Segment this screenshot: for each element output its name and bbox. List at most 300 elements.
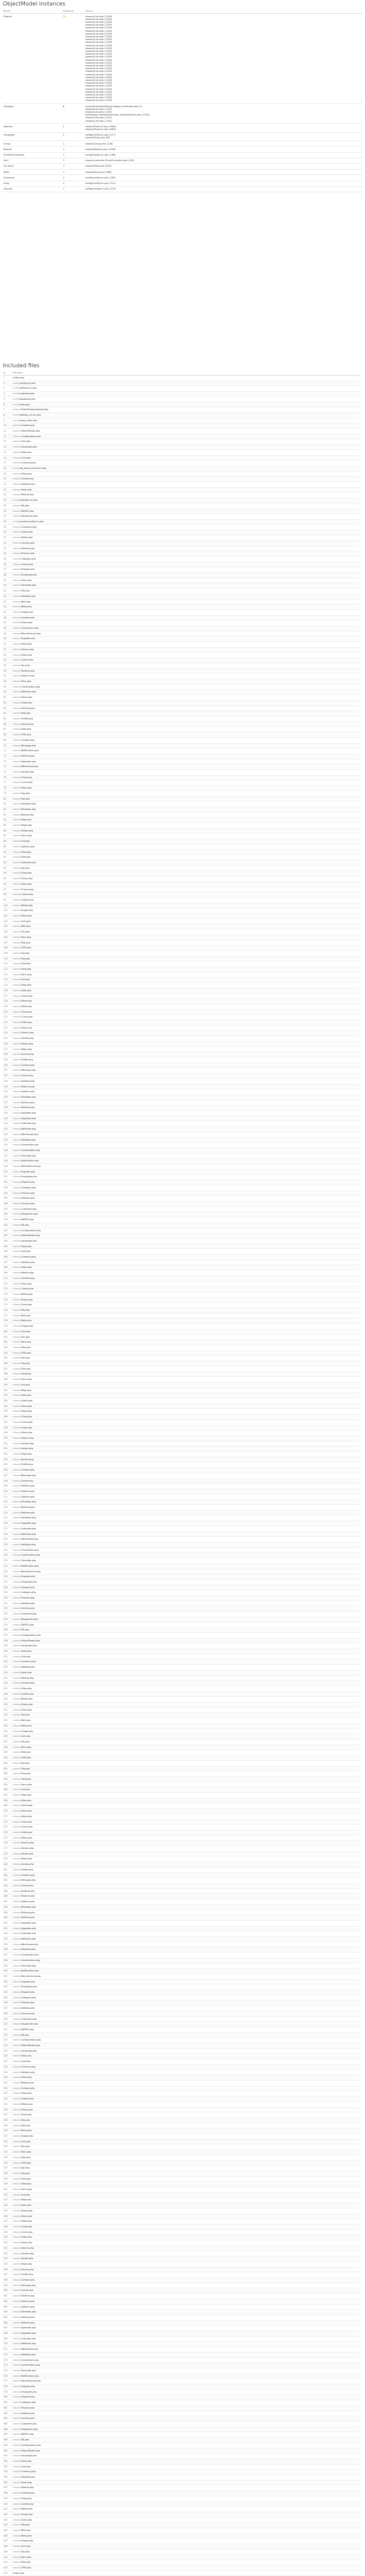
file-number: 96: [3, 881, 12, 887]
file-path: [12, 2288, 359, 2294]
file-name: Context.php: [21, 1682, 35, 1685]
file-row: [3, 2299, 359, 2304]
file-row: [3, 2432, 359, 2438]
object-sources: [84, 14, 362, 104]
file-name: TaxRule.php: [21, 1484, 35, 1488]
file-row: [3, 1942, 359, 1947]
file-dir: classes/: [12, 2108, 21, 2111]
file-row: [3, 503, 359, 508]
file-path: [12, 876, 359, 882]
file-number: 359: [3, 2283, 12, 2288]
file-number: 107: [3, 940, 12, 946]
file-path: [12, 1899, 359, 1905]
file-number: 78: [3, 786, 12, 791]
file-number: 43: [3, 599, 12, 605]
objectmodel-row: [3, 147, 362, 152]
file-name: Tree.php: [21, 962, 31, 966]
file-path: [12, 999, 359, 1004]
file-name: Form.php: [21, 1783, 32, 1786]
file-number: 23: [3, 493, 12, 498]
file-number: 327: [3, 2113, 12, 2118]
file-row: [3, 1750, 359, 1756]
file-name: Currency.php: [21, 2470, 36, 2474]
file-row: [3, 668, 359, 674]
file-number: 278: [3, 1851, 12, 1857]
file-path: [12, 1345, 359, 1350]
file-number: 169: [3, 1271, 12, 1276]
file-name: Tax.php: [21, 663, 30, 667]
file-name: Validator.php: [21, 594, 36, 598]
file-dir: classes/: [12, 552, 21, 555]
file-name: Stock.php: [21, 2241, 32, 2245]
file-dir: classes/: [12, 786, 21, 790]
file-dir: classes/: [12, 2411, 21, 2415]
file-row: [3, 1345, 359, 1350]
file-row: [3, 407, 359, 413]
file-name: config.inc.php: [19, 381, 36, 385]
file-path: [12, 849, 359, 855]
file-number: 329: [3, 2123, 12, 2128]
file-path: [12, 2251, 359, 2256]
file-number: 62: [3, 700, 12, 706]
file-name: Guest.php: [21, 1399, 33, 1402]
file-dir: classes/: [12, 2097, 21, 2101]
file-dir: classes/: [12, 1404, 21, 1408]
file-dir: classes/: [12, 2380, 21, 2383]
file-name: Module.php: [21, 493, 35, 497]
file-dir: classes/: [12, 1522, 21, 1525]
file-row: [3, 1196, 359, 1202]
file-name: Configuration.php: [21, 1633, 41, 1637]
file-dir: classes/: [12, 994, 21, 997]
file-row: [3, 1553, 359, 1558]
file-row: [3, 652, 359, 658]
file-row: [3, 2235, 359, 2241]
file-number: 282: [3, 1873, 12, 1878]
file-name: Group.php: [21, 1298, 33, 1301]
source-entry: classes/Link.php (1263): [85, 26, 113, 30]
file-dir: classes/: [12, 2007, 21, 2010]
file-number: 204: [3, 1457, 12, 1462]
file-dir: classes/: [12, 909, 21, 912]
file-dir: classes/: [12, 477, 21, 481]
file-name: Db.php: [21, 1628, 30, 1632]
file-path: [12, 2491, 359, 2496]
file-dir: classes/: [12, 1601, 21, 1605]
file-row: [3, 594, 359, 599]
file-dir: classes/: [12, 2118, 21, 2122]
file-name: Language.php: [21, 1239, 37, 1242]
file-row: [3, 780, 359, 786]
file-dir: classes/: [12, 456, 21, 459]
file-path: [12, 1473, 359, 1478]
file-path: [12, 1318, 359, 1324]
file-dir: classes/: [12, 2481, 21, 2484]
file-path: [12, 1979, 359, 1985]
file-name: Combination.php: [21, 2364, 40, 2367]
file-row: [3, 1772, 359, 1777]
file-path: [12, 1111, 359, 1116]
col-number-header: #: [3, 371, 12, 376]
file-dir: classes/: [12, 1431, 21, 1435]
file-dir: config/: [12, 392, 20, 396]
file-path: [12, 1419, 359, 1425]
source-entry: classes/Link.php (1263): [85, 17, 113, 21]
file-path: [12, 2229, 359, 2235]
file-name: Attribute.php: [21, 1532, 36, 1536]
file-path: [12, 919, 359, 924]
file-row: [3, 1814, 359, 1819]
object-sources: [84, 104, 362, 124]
file-row: [3, 1787, 359, 1793]
file-number: 191: [3, 1388, 12, 1393]
file-row: [3, 615, 359, 620]
file-path: [12, 2117, 359, 2123]
file-path: [12, 844, 359, 849]
file-path: [12, 609, 359, 615]
file-name: Tab.php: [21, 589, 30, 593]
file-number: 121: [3, 1015, 12, 1020]
file-number: 151: [3, 1175, 12, 1180]
file-row: [3, 1457, 359, 1462]
file-number: 271: [3, 1814, 12, 1819]
file-dir: classes/: [12, 914, 21, 918]
file-name: Store.php: [21, 643, 32, 646]
file-path: [12, 706, 359, 711]
file-name: Attribute.php: [21, 1938, 36, 1941]
file-dir: classes/: [12, 2395, 21, 2399]
file-path: [12, 1074, 359, 1079]
file-row: [3, 2294, 359, 2299]
file-path: [12, 2043, 359, 2049]
file-number: 166: [3, 1255, 12, 1260]
file-path: [12, 2267, 359, 2272]
file-dir: classes/: [12, 749, 21, 753]
file-row: [3, 2075, 359, 2081]
file-name: Pager.php: [21, 2262, 32, 2265]
file-name: autoload.php: [19, 392, 35, 396]
file-name: CMS.php: [21, 946, 31, 950]
file-path: [12, 1127, 359, 1132]
file-number: 33: [3, 546, 12, 551]
file-path: [12, 1985, 359, 1990]
file-dir: classes/: [12, 525, 21, 528]
file-name: Meta.php: [21, 2129, 32, 2133]
file-dir: classes/: [12, 935, 21, 939]
file-number: 390: [3, 2448, 12, 2454]
file-row: [3, 2208, 359, 2214]
file-number: 55: [3, 663, 12, 668]
file-name: Pager.php: [21, 824, 32, 827]
file-path: [12, 1255, 359, 1260]
file-row: [3, 1632, 359, 1638]
file-row: [3, 2475, 359, 2481]
file-dir: classes/: [12, 781, 21, 784]
file-path: [12, 1542, 359, 1547]
file-number: 2: [3, 380, 12, 386]
file-name: Country.php: [21, 2417, 35, 2420]
file-row: [3, 1963, 359, 1969]
file-number: 53: [3, 652, 12, 658]
file-path: [12, 1920, 359, 1926]
file-number: 409: [3, 2549, 12, 2555]
file-name: Supplier.php: [21, 1980, 35, 1983]
file-path: [12, 1196, 359, 1202]
file-path: [12, 908, 359, 914]
file-path: [12, 2570, 359, 2576]
file-number: 214: [3, 1510, 12, 1516]
file-dir: classes/: [12, 882, 21, 885]
file-number: 203: [3, 1452, 12, 1457]
file-path: [12, 1478, 359, 1484]
file-dir: classes/: [12, 2326, 21, 2330]
file-number: 288: [3, 1904, 12, 1910]
file-path: [12, 690, 359, 695]
file-name: Cookie.php: [21, 477, 34, 481]
file-number: 168: [3, 1265, 12, 1271]
file-name: Cookie.php: [21, 898, 34, 901]
file-row: [3, 466, 359, 471]
file-path: [12, 1372, 359, 1377]
file-row: [3, 1686, 359, 1691]
file-number: 269: [3, 1803, 12, 1809]
file-row: [3, 1638, 359, 1644]
file-path: [12, 2027, 359, 2032]
file-number: 213: [3, 1505, 12, 1511]
file-number: 321: [3, 2081, 12, 2086]
file-dir: classes/: [12, 1223, 21, 1226]
file-dir: classes/: [12, 850, 21, 854]
file-path: [12, 1995, 359, 2000]
file-path: [12, 1143, 359, 1148]
file-number: 287: [3, 1899, 12, 1905]
file-row: [3, 2027, 359, 2032]
file-path: [12, 2032, 359, 2038]
file-name: Referrer.php: [21, 2321, 35, 2324]
file-number: 330: [3, 2128, 12, 2134]
file-path: [12, 2256, 359, 2262]
file-dir: classes/: [12, 1623, 21, 1626]
file-name: Media.php: [21, 1292, 33, 1296]
file-dir: classes/: [12, 1666, 21, 1669]
file-dir: classes/: [12, 2427, 21, 2431]
file-path: [12, 865, 359, 871]
file-path: [12, 2299, 359, 2304]
file-number: 12: [3, 434, 12, 439]
file-name: Hook.php: [21, 2481, 32, 2484]
file-name: Cache.php: [21, 562, 33, 566]
file-path: [12, 2107, 359, 2113]
file-number: 189: [3, 1377, 12, 1383]
file-path: [12, 1835, 359, 1841]
file-number: 45: [3, 609, 12, 615]
file-dir: classes/: [12, 1825, 21, 1829]
file-row: [3, 2448, 359, 2454]
file-dir: classes/: [12, 1484, 21, 1488]
file-row: [3, 2570, 359, 2576]
file-dir: classes/: [12, 2454, 21, 2458]
file-path: [12, 2070, 359, 2075]
file-dir: classes/: [12, 1037, 21, 1040]
file-name: Gender.php: [21, 2252, 35, 2255]
file-path: [12, 887, 359, 892]
file-row: [3, 977, 359, 983]
file-name: Options.php: [21, 1495, 35, 1498]
file-row: [3, 2320, 359, 2326]
file-dir: classes/: [12, 589, 21, 593]
file-row: [3, 599, 359, 605]
file-number: 402: [3, 2512, 12, 2517]
file-path: [12, 2395, 359, 2400]
file-dir: classes/: [12, 2310, 21, 2314]
file-path: [12, 1574, 359, 1580]
file-path: [12, 1159, 359, 1164]
file-number: 372: [3, 2352, 12, 2357]
file-name: Page.php: [21, 2198, 32, 2202]
file-path: [12, 679, 359, 685]
file-path: [12, 2075, 359, 2081]
file-row: [3, 2086, 359, 2091]
file-row: [3, 903, 359, 908]
object-name: Lang: [3, 181, 62, 186]
file-path: [12, 727, 359, 733]
file-dir: classes/: [12, 1229, 21, 1232]
file-dir: classes/: [12, 771, 21, 774]
file-row: [3, 1867, 359, 1873]
file-number: 83: [3, 812, 12, 818]
file-path: [12, 1873, 359, 1878]
file-path: [12, 626, 359, 632]
file-dir: classes/: [12, 2102, 21, 2106]
file-name: Attribute.php: [21, 690, 36, 694]
file-dir: classes/: [12, 1585, 21, 1589]
file-dir: classes/: [12, 2054, 21, 2058]
file-dir: classes/: [12, 898, 21, 901]
file-name: Shop.php: [21, 1686, 32, 1690]
file-path: [12, 1632, 359, 1638]
file-dir: classes/: [12, 765, 21, 769]
col-instances-header: Instances: [62, 10, 84, 14]
file-path: [12, 1596, 359, 1601]
file-path: [12, 2198, 359, 2203]
file-dir: classes/: [12, 1469, 21, 1472]
file-name: Translate.php: [21, 1559, 37, 1563]
file-name: Zone.php: [21, 1708, 32, 1711]
file-name: Curve.php: [21, 1420, 33, 1424]
file-dir: classes/: [12, 2390, 21, 2393]
file-row: [3, 455, 359, 461]
file-name: List.php: [21, 1383, 30, 1386]
object-count: 2: [62, 124, 84, 132]
file-path: [12, 1825, 359, 1830]
file-row: [3, 450, 359, 455]
file-path: [12, 1665, 359, 1671]
file-dir: classes/: [12, 2171, 21, 2175]
file-number: 159: [3, 1217, 12, 1223]
file-row: [3, 1947, 359, 1953]
file-row: [3, 1776, 359, 1782]
file-number: 243: [3, 1665, 12, 1671]
file-dir: classes/: [12, 1617, 21, 1621]
file-dir: classes/: [12, 2523, 21, 2527]
file-number: 242: [3, 1659, 12, 1665]
file-row: [3, 807, 359, 812]
file-row: [3, 1020, 359, 1026]
file-path: [12, 1617, 359, 1622]
file-dir: classes/: [12, 2188, 21, 2191]
file-dir: classes/: [12, 1783, 21, 1786]
file-path: [12, 1819, 359, 1825]
file-row: [3, 609, 359, 615]
file-number: 209: [3, 1484, 12, 1489]
file-number: 183: [3, 1345, 12, 1350]
file-number: 285: [3, 1888, 12, 1894]
file-name: Gender.php: [21, 1847, 35, 1850]
file-row: [3, 1238, 359, 1244]
file-dir: classes/: [12, 1772, 21, 1776]
file-path: [12, 759, 359, 764]
file-number: 268: [3, 1798, 12, 1803]
objectmodel-row: [3, 181, 362, 186]
file-path: [12, 1148, 359, 1153]
file-name: Risk.php: [21, 1345, 31, 1349]
file-number: 218: [3, 1531, 12, 1537]
file-name: Tree.php: [21, 1367, 31, 1370]
file-name: Tax.php: [21, 1335, 30, 1338]
file-path: [12, 647, 359, 652]
file-dir: classes/: [12, 2140, 21, 2143]
file-number: 39: [3, 578, 12, 583]
file-row: [3, 1745, 359, 1750]
file-row: [3, 2097, 359, 2102]
source-entry: classes/Link.php (1181): [85, 107, 113, 111]
file-row: [3, 924, 359, 930]
file-row: [3, 1622, 359, 1628]
file-dir: classes/: [12, 2049, 21, 2052]
file-dir: classes/: [12, 1213, 21, 1216]
file-row: [3, 1649, 359, 1655]
file-name: Validate.php: [21, 1260, 35, 1264]
file-dir: classes/: [12, 2385, 21, 2389]
file-number: 361: [3, 2294, 12, 2299]
file-name: Pack.php: [21, 680, 32, 683]
file-path: [12, 386, 359, 392]
file-dir: classes/: [12, 1932, 21, 1935]
file-row: [3, 2101, 359, 2107]
file-path: [12, 2565, 359, 2570]
source-entry: classes/Link.php (1263): [85, 61, 113, 64]
file-row: [3, 2405, 359, 2411]
file-dir: classes/: [12, 1436, 21, 1439]
file-number: 192: [3, 1393, 12, 1399]
file-row: [3, 2123, 359, 2128]
file-name: TaxRule.php: [21, 1889, 35, 1893]
file-path: [12, 1047, 359, 1052]
file-name: Search.php: [21, 1436, 34, 1439]
file-number: 112: [3, 967, 12, 973]
file-row: [3, 1510, 359, 1516]
file-number: 188: [3, 1372, 12, 1377]
file-dir: classes/: [12, 1473, 21, 1477]
file-number: 137: [3, 1100, 12, 1105]
file-number: 325: [3, 2101, 12, 2107]
file-dir: classes/: [12, 696, 21, 699]
file-number: 50: [3, 636, 12, 642]
file-dir: classes/: [12, 605, 21, 609]
file-row: [3, 935, 359, 940]
file-number: 263: [3, 1772, 12, 1777]
file-row: [3, 1452, 359, 1457]
